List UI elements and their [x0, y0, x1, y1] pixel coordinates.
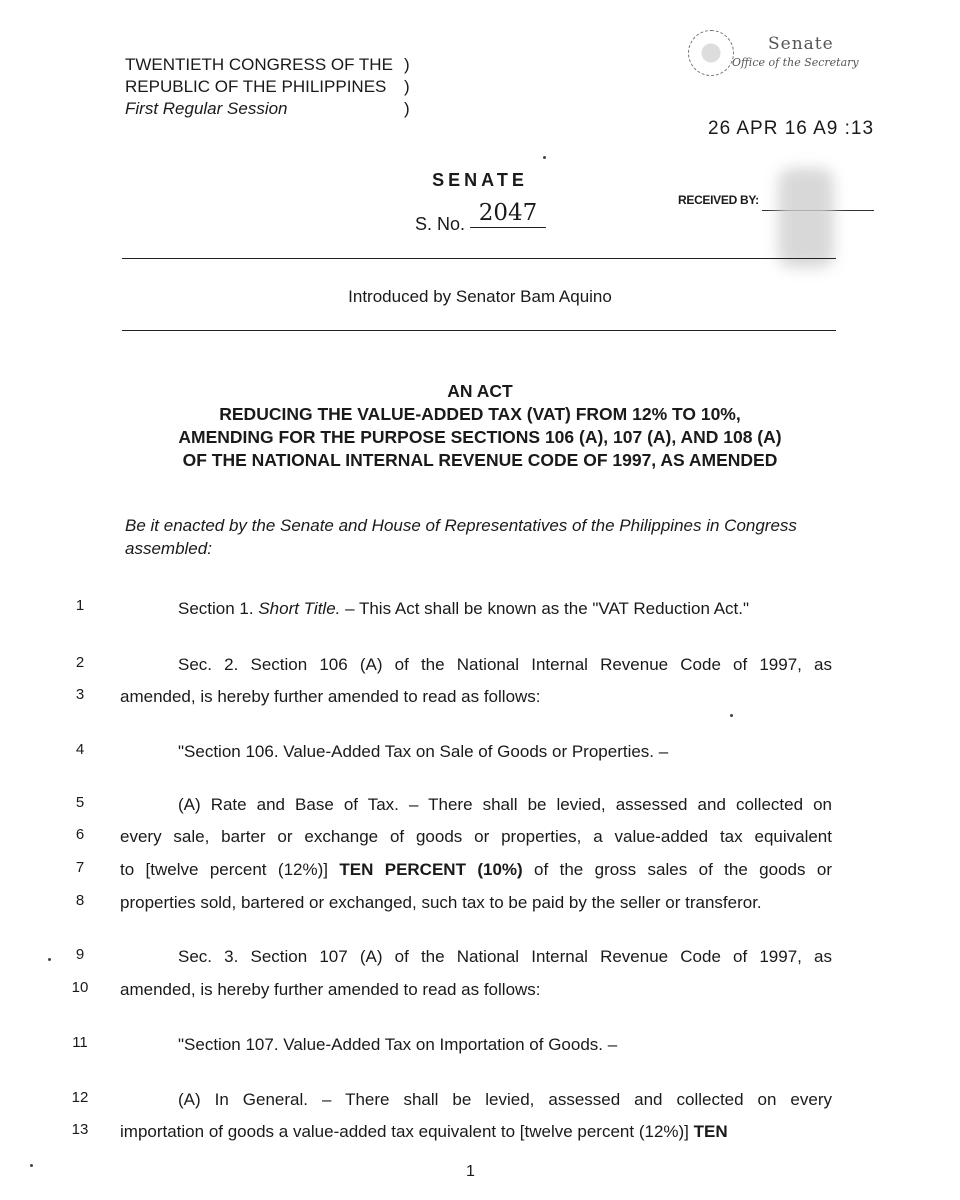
- body-line: amended, is hereby further amended to read as follows:: [120, 687, 541, 706]
- amended-rate-run: TEN PERCENT (10%): [339, 860, 523, 879]
- body-line: every sale, barter or exchange of goods or properties, a value-added tax equivalent: [120, 827, 832, 846]
- senate-seal-icon: [688, 30, 734, 76]
- republic-line: REPUBLIC OF THE PHILIPPINES: [125, 77, 387, 96]
- text-run: Section 1.: [178, 599, 259, 618]
- congress-header: [125, 54, 393, 120]
- introduced-by: [0, 287, 960, 307]
- text-run: importation of goods a value-added tax equivalent to [twelve percent (12%)]: [120, 1122, 694, 1141]
- line-number: 8: [75, 892, 85, 909]
- line-number: 9: [75, 946, 85, 963]
- body-line: properties sold, bartered or exchanged, such tax to be paid by the seller or transferor.: [120, 893, 762, 912]
- act-title: [100, 380, 860, 472]
- page-number: 1: [466, 1163, 475, 1180]
- amended-rate-run: TEN: [693, 1122, 728, 1141]
- line-number: 11: [72, 1034, 88, 1051]
- scan-speck: [48, 958, 51, 961]
- short-title-run: Short Title.: [258, 599, 341, 618]
- line-number: 12: [71, 1089, 89, 1106]
- body-line: amended, is hereby further amended to read as follows:: [120, 980, 541, 999]
- congress-line: TWENTIETH CONGRESS OF THE: [125, 55, 393, 74]
- enacting-clause: Be it enacted by the Senate and House of Representatives of the Philippines in Congress assembled:: [125, 516, 797, 558]
- chamber-heading: SENATE: [432, 170, 528, 190]
- scan-speck: [543, 156, 546, 159]
- bill-number-label: S. No.: [415, 214, 466, 234]
- received-by-label: RECEIVED BY:: [678, 193, 759, 207]
- line-number: 5: [75, 794, 85, 811]
- line-number: 4: [75, 741, 85, 758]
- paren: ): [404, 99, 410, 118]
- body-line: [120, 1121, 832, 1143]
- body-line: "Section 107. Value-Added Tax on Importation of Goods. –: [178, 1035, 618, 1054]
- bill-number: 2047: [470, 200, 546, 228]
- body-line: "Section 106. Value-Added Tax on Sale of Goods or Properties. –: [178, 742, 669, 761]
- stamp-title: Senate: [768, 34, 834, 54]
- divider: [122, 258, 836, 259]
- text-run: of the gross sales of the goods or: [522, 860, 832, 879]
- body-line: Sec. 2. Section 106 (A) of the National Internal Revenue Code of 1997, as: [178, 655, 832, 674]
- line-number: 13: [71, 1121, 89, 1138]
- act-title-line: REDUCING THE VALUE-ADDED TAX (VAT) FROM 12% TO 10%,: [219, 404, 741, 424]
- redacted-signature: [778, 168, 834, 268]
- text-run: to [twelve percent (12%)]: [120, 860, 340, 879]
- body-line: [120, 859, 832, 881]
- header-parens: [404, 54, 410, 120]
- session-line: First Regular Session: [125, 99, 288, 118]
- stamp-subtitle: Office of the Secretary: [732, 56, 859, 69]
- text-run: – This Act shall be known as the "VAT Reduction Act.": [340, 599, 750, 618]
- body-line: (A) Rate and Base of Tax. – There shall be levied, assessed and collected on: [178, 795, 832, 814]
- act-title-line: OF THE NATIONAL INTERNAL REVENUE CODE OF 1997, AS AMENDED: [182, 450, 778, 470]
- act-title-line: AN ACT: [447, 381, 513, 401]
- scan-speck: [30, 1164, 33, 1167]
- line-number: 6: [75, 826, 85, 843]
- introduced-by-text: Introduced by Senator Bam Aquino: [348, 287, 612, 306]
- line-number: 1: [75, 597, 85, 614]
- line-number: 10: [71, 979, 89, 996]
- divider: [122, 330, 836, 331]
- senate-stamp: [688, 30, 878, 80]
- body-line: [120, 598, 832, 620]
- body-line: Sec. 3. Section 107 (A) of the National Internal Revenue Code of 1997, as: [178, 947, 832, 966]
- act-title-line: AMENDING FOR THE PURPOSE SECTIONS 106 (A), 107 (A), AND 108 (A): [178, 427, 782, 447]
- body-line: (A) In General. – There shall be levied, assessed and collected on every: [178, 1090, 832, 1109]
- scan-speck: [730, 714, 733, 717]
- stamp-date: 26 APR 16 A9 :13: [708, 118, 875, 139]
- paren: ): [404, 55, 410, 74]
- line-number: 3: [75, 686, 85, 703]
- line-number: 2: [75, 654, 85, 671]
- line-number: 7: [75, 859, 85, 876]
- paren: ): [404, 77, 410, 96]
